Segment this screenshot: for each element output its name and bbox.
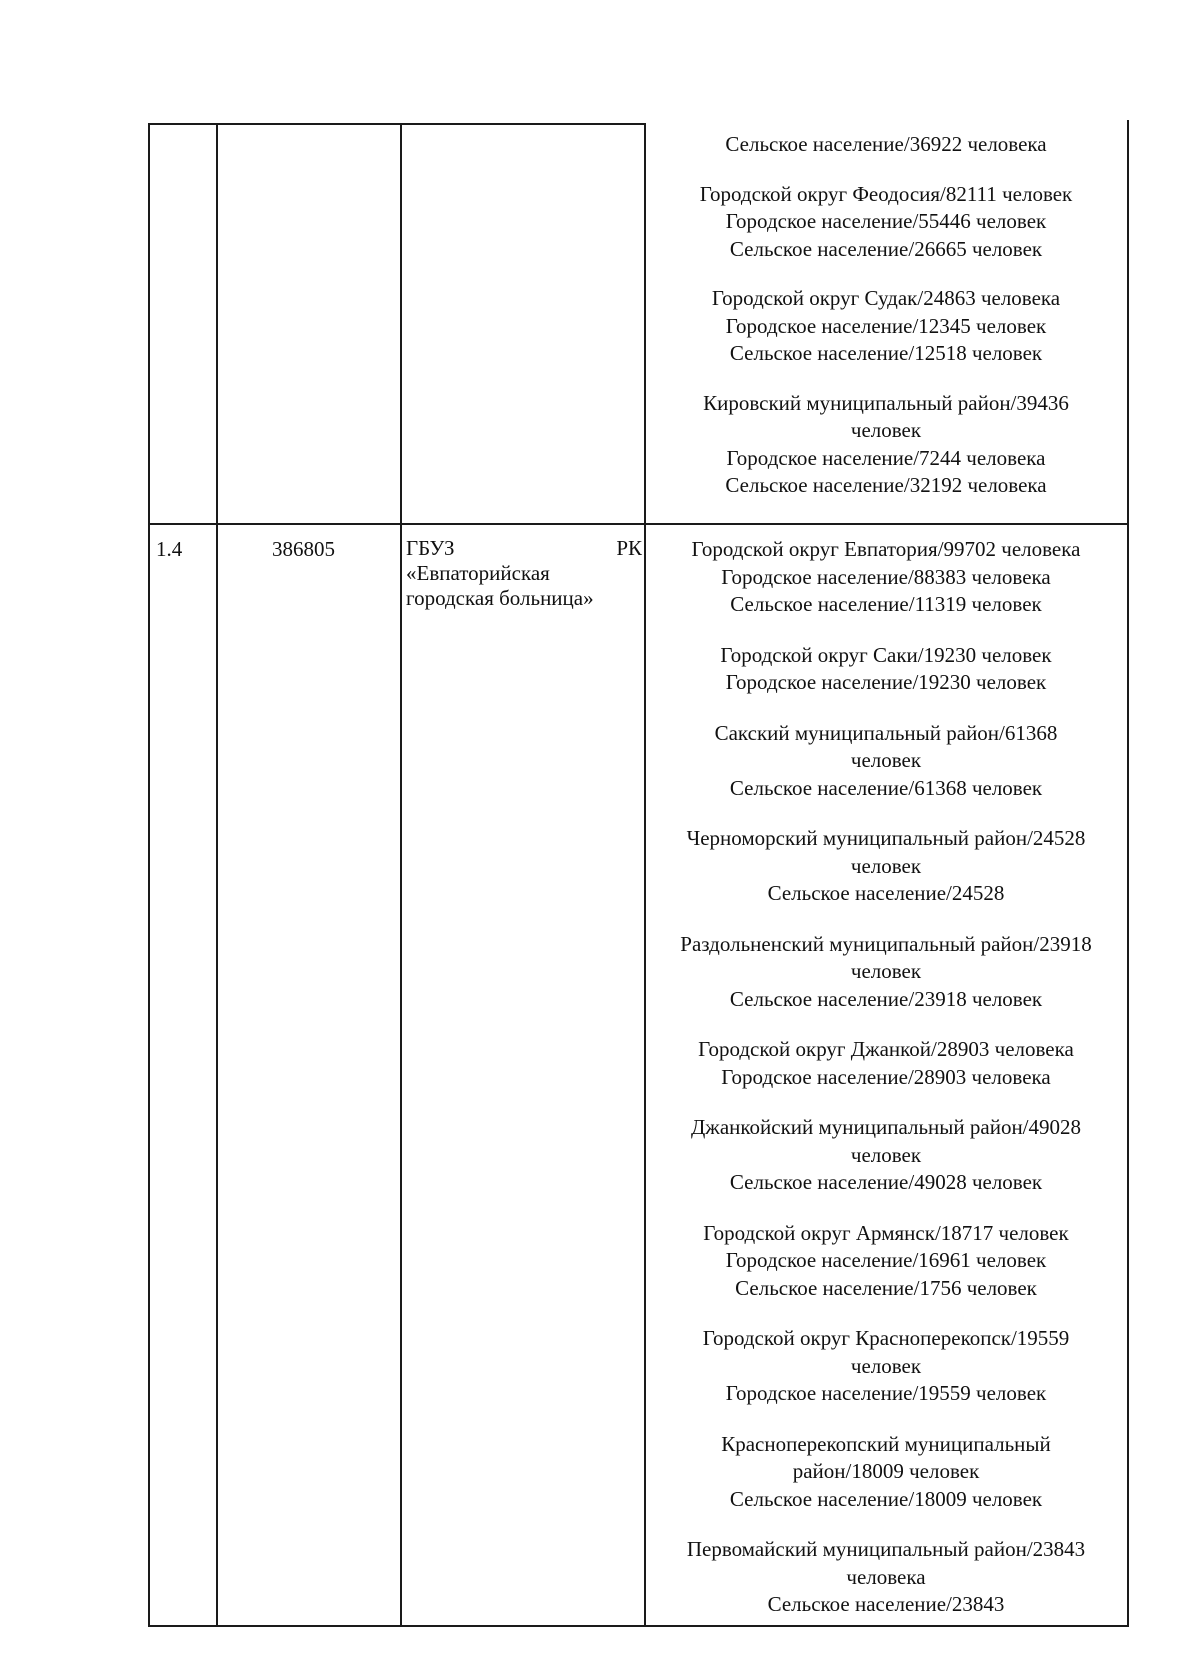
- population-blocks-continued: [646, 131, 1126, 522]
- population-line: Сельское население/1756 человек: [735, 1275, 1037, 1300]
- population-line: Городское население/55446 человек: [725, 209, 1047, 233]
- population-block: [646, 390, 1126, 500]
- population-block: [646, 825, 1126, 908]
- population-block: [646, 1536, 1126, 1619]
- org-name-part1: ГБУЗ: [406, 536, 455, 560]
- population-line: Сельское население/18009 человек: [729, 1486, 1043, 1511]
- population-block: [646, 131, 1126, 159]
- population-line: Городской округ Евпатория/99702 человека: [691, 537, 1081, 561]
- population-line: Городской округ Судак/24863 человека: [711, 286, 1061, 310]
- population-line: Раздольненский муниципальный район/23918: [680, 931, 1092, 956]
- org-name-part2: РК: [616, 536, 642, 560]
- population-blocks-1-4: [646, 536, 1126, 1642]
- table-top-border: [148, 123, 644, 125]
- facility-code: 386805: [272, 537, 335, 561]
- population-line: Городское население/16961 человек: [725, 1248, 1047, 1272]
- population-block: [646, 1036, 1126, 1091]
- population-line: человек: [850, 1353, 922, 1378]
- population-line: Сельское население/36922 человека: [725, 132, 1047, 156]
- population-line: человека: [846, 1564, 926, 1589]
- population-block: [646, 1114, 1126, 1197]
- table-col-divider-2: [400, 123, 402, 1627]
- population-block: [646, 1220, 1126, 1303]
- population-line: человек: [850, 748, 922, 772]
- org-name-line3: городская больница»: [406, 586, 594, 610]
- population-block: [646, 181, 1126, 264]
- population-line: Красноперекопский муниципальный: [721, 1431, 1051, 1456]
- population-block: [646, 285, 1126, 368]
- population-line: Городское население/19559 человек: [725, 1381, 1047, 1405]
- population-line: человек: [850, 959, 922, 983]
- population-line: Сельское население/49028 человек: [729, 1170, 1043, 1194]
- population-block: [646, 642, 1126, 697]
- population-line: Черноморский муниципальный район/24528: [686, 826, 1086, 850]
- population-block: [646, 1325, 1126, 1408]
- organization-name: [406, 536, 642, 611]
- population-line: Городское население/7244 человека: [726, 445, 1046, 470]
- population-line: Кировский муниципальный район/39436: [703, 390, 1069, 415]
- population-line: Сельское население/24528: [767, 881, 1005, 905]
- row-number: 1.4: [156, 537, 183, 561]
- population-block: [646, 536, 1126, 619]
- population-line: человек: [850, 1142, 922, 1167]
- table-col-divider-1: [216, 123, 218, 1627]
- table-row-divider: [148, 523, 1128, 525]
- population-block: [646, 720, 1126, 803]
- population-line: Городской округ Красноперекопск/19559: [702, 1326, 1070, 1350]
- population-line: Сельское население/23918 человек: [729, 986, 1043, 1011]
- population-line: Первомайский муниципальный район/23843: [686, 1537, 1086, 1561]
- population-line: Городской округ Армянск/18717 человек: [703, 1220, 1069, 1245]
- population-line: Городское население/19230 человек: [725, 670, 1047, 694]
- table-left-border: [148, 123, 150, 1627]
- population-line: Городской округ Джанкой/28903 человека: [698, 1037, 1074, 1061]
- table-right-border: [1127, 120, 1129, 1627]
- population-line: Джанкойский муниципальный район/49028: [690, 1115, 1082, 1139]
- population-line: Сельское население/61368 человек: [729, 775, 1043, 800]
- population-block: [646, 1431, 1126, 1514]
- population-line: Сакский муниципальный район/61368: [714, 720, 1058, 745]
- population-line: Городской округ Феодосия/82111 человек: [699, 181, 1073, 206]
- population-line: человек: [850, 418, 922, 442]
- population-line: Сельское население/23843: [767, 1592, 1005, 1616]
- population-line: человек: [850, 853, 922, 878]
- population-block: [646, 931, 1126, 1014]
- population-line: Городской округ Саки/19230 человек: [720, 642, 1052, 667]
- population-line: район/18009 человек: [792, 1459, 980, 1483]
- org-name-line2: «Евпаторийская: [406, 561, 550, 585]
- population-line: Городское население/12345 человек: [725, 313, 1047, 338]
- population-line: Городское население/28903 человека: [721, 1064, 1051, 1089]
- population-line: Сельское население/12518 человек: [729, 341, 1043, 365]
- population-line: Сельское население/32192 человека: [725, 473, 1047, 497]
- population-line: Городское население/88383 человека: [721, 564, 1051, 589]
- population-line: Сельское население/11319 человек: [730, 592, 1042, 616]
- population-line: Сельское население/26665 человек: [729, 236, 1043, 261]
